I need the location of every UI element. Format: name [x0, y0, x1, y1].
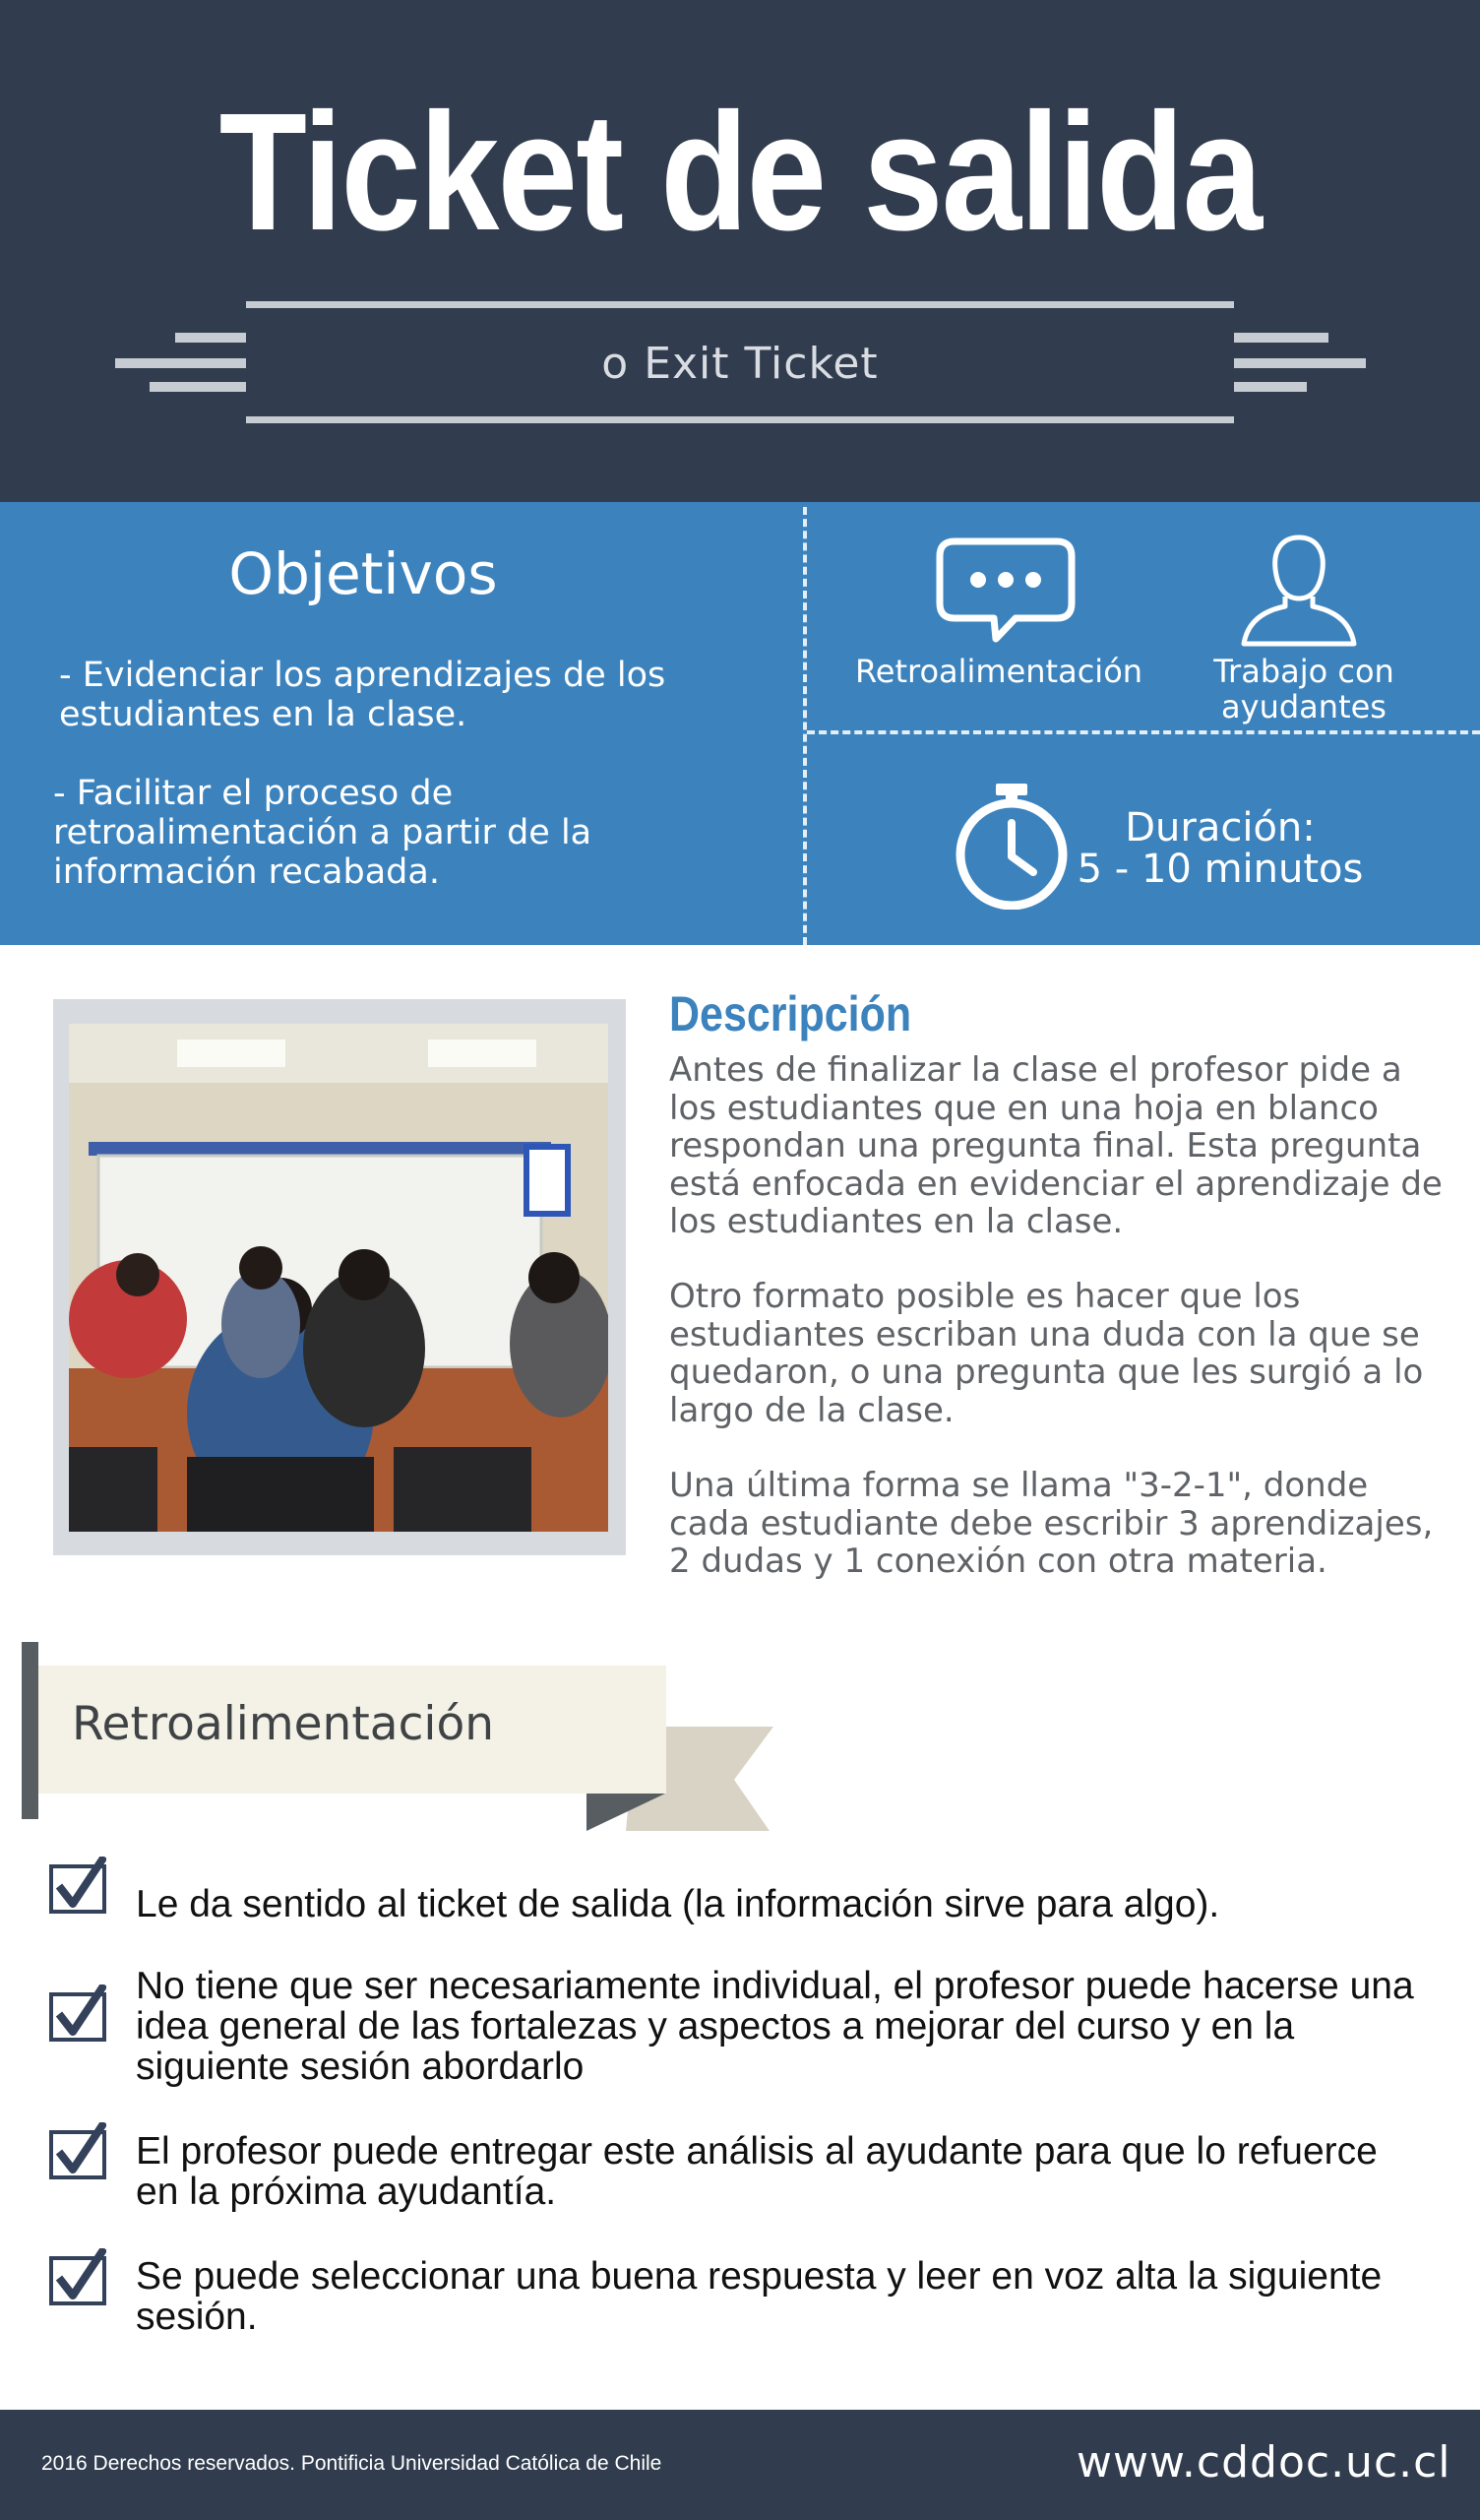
checkbox-checked-icon	[49, 1857, 106, 1914]
title-divider-bottom	[246, 416, 1234, 423]
checklist-item: Le da sentido al ticket de salida (la información sirve para algo).	[136, 1883, 1220, 1925]
checklist-item: El profesor puede entregar este análisis al ayudante para que lo refuerce en la próxima ayudantía.	[136, 2130, 1378, 2213]
description-paragraph: Una última forma se llama "3-2-1", donde cada estudiante debe escribir 3 aprendizajes, 2 dudas y 1 conexión con otra materia.	[669, 1466, 1434, 1581]
description-paragraph: Otro formato posible es hacer que los estudiantes escriban una duda con la que se quedaron, o una pregunta que les surgió a lo largo de la clase.	[669, 1277, 1424, 1430]
left-deco-line-1	[175, 333, 246, 343]
checklist-item: No tiene que ser necesariamente individual, el profesor puede hacerse una idea general de las fortalezas y aspectos a mejorar del curso y en la siguiente sesión abordarlo	[136, 1965, 1414, 2088]
feedback-label: Retroalimentación	[854, 653, 1143, 690]
page-subtitle: o Exit Ticket	[601, 339, 879, 389]
page-title: Ticket de salida	[218, 79, 1262, 266]
right-deco-line-1	[1234, 333, 1328, 343]
band-horizontal-divider	[807, 730, 1480, 734]
objectives-title: Objetivos	[228, 540, 498, 607]
stopwatch-icon	[947, 780, 1077, 910]
duration-text	[1073, 807, 1368, 890]
title-divider-top	[246, 301, 1234, 308]
left-deco-line-3	[150, 382, 246, 392]
left-deco-line-2	[115, 358, 246, 368]
right-deco-line-3	[1234, 382, 1307, 392]
assistants-label: Trabajo con ayudantes	[1213, 653, 1394, 725]
right-deco-line-2	[1234, 358, 1366, 368]
description-title: Descripción	[669, 986, 912, 1041]
band-vertical-divider	[803, 507, 807, 945]
footer-website-link[interactable]: www.cddoc.uc.cl	[1077, 2437, 1451, 2488]
duration-value: 5 - 10 minutos	[1077, 847, 1364, 892]
person-icon	[1238, 532, 1360, 648]
description-paragraph: Antes de finalizar la clase el profesor pide a los estudiantes que en una hoja en blanco respondan una pregunta final. Esta pregunta está enfocada en evidenciar el aprendizaje de los estudiantes en la clase.	[669, 1050, 1443, 1241]
checklist-item: Se puede seleccionar una buena respuesta y leer en voz alta la siguiente sesión.	[136, 2255, 1383, 2338]
classroom-photo	[69, 1024, 608, 1532]
feedback-section-title: Retroalimentación	[72, 1697, 495, 1751]
footer-copyright: 2016 Derechos reservados. Pontificia Universidad Católica de Chile	[41, 2452, 662, 2475]
checkbox-checked-icon	[49, 2122, 106, 2179]
objective-item: - Facilitar el proceso de retroalimentación a partir de la información recabada.	[53, 774, 592, 892]
duration-label: Duración:	[1125, 805, 1316, 850]
checkbox-checked-icon	[49, 2248, 106, 2305]
checkbox-checked-icon	[49, 1984, 106, 2042]
ribbon-side-bar	[22, 1642, 38, 1819]
speech-bubble-icon	[935, 536, 1077, 645]
objective-item: - Evidenciar los aprendizajes de los estudiantes en la clase.	[59, 656, 666, 734]
